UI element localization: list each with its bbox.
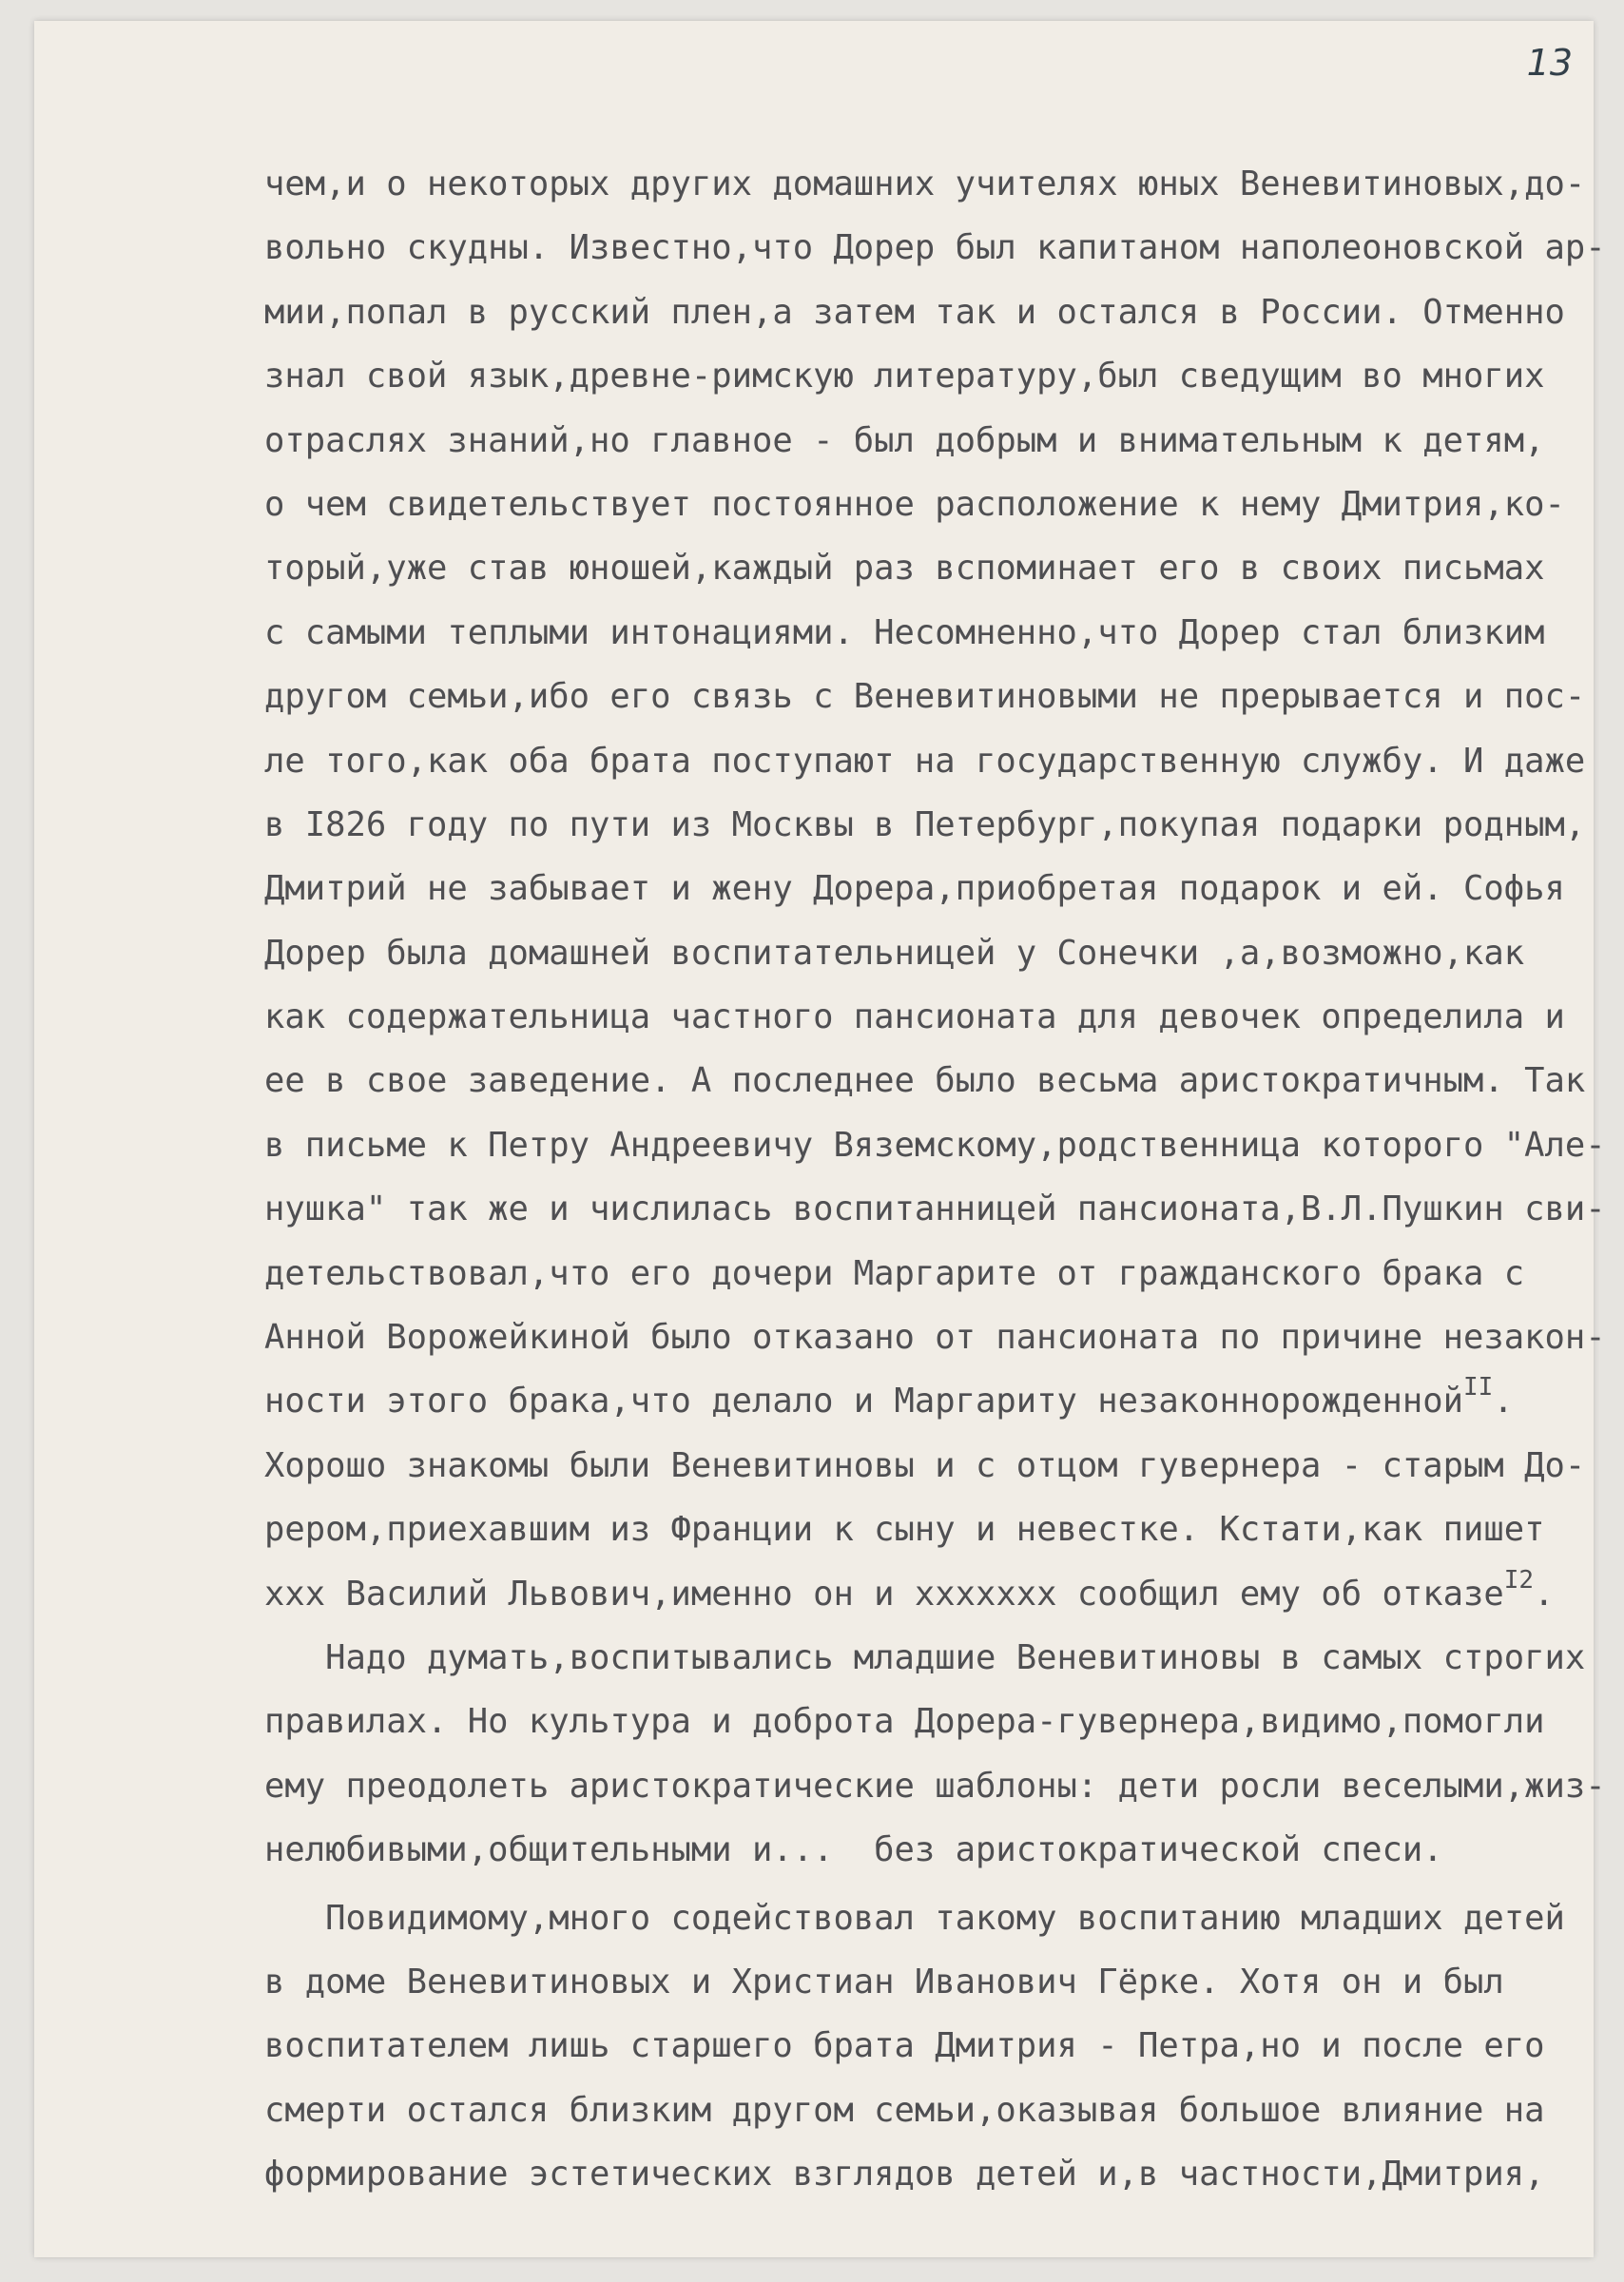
page-number: 13: [1526, 42, 1573, 84]
text-line: мии,попал в русский плен,а затем так и остался в России. Отменно: [264, 292, 1565, 332]
body-text: [264, 152, 1605, 2207]
footnote-marker-12: I2: [1503, 1565, 1535, 1595]
text-line: ле того,как оба брата поступают на государственную службу. И даже: [264, 741, 1586, 781]
text-line: с самыми теплыми интонациями. Несомненно,что Дорер стал близким: [264, 612, 1545, 652]
text-line: ее в свое заведение. А последнее было весьма аристократичным. Так: [264, 1061, 1586, 1101]
text-line: в доме Веневитиновых и Христиан Иванович Гёрке. Хотя он и был: [264, 1962, 1504, 2002]
text-line: чем,и о некоторых других домашних учителях юных Веневитиновых,до-: [264, 164, 1586, 203]
text-line-footnote-12: [264, 1562, 1605, 1626]
text-line: смерти остался близким другом семьи,оказывая большое влияние на: [264, 2090, 1545, 2130]
text-line: Хорошо знакомы были Веневитиновы и с отцом гувернера - старым До-: [264, 1445, 1586, 1485]
paragraph-start-line: Надо думать,воспитывались младшие Веневитиновы в самых строгих: [264, 1637, 1586, 1677]
text-line: Дмитрий не забывает и жену Дорера,приобретая подарок и ей. Софья: [264, 869, 1565, 909]
text-line: Дорер была домашней воспитательницей у Сонечки ,а,возможно,как: [264, 933, 1525, 973]
text-line: вольно скудны. Известно,что Дорер был капитаном наполеоновской ар-: [264, 228, 1606, 268]
text-line: в I826 году по пути из Москвы в Петербург,покупая подарки родным,: [264, 804, 1586, 844]
text-line: о чем свидетельствует постоянное расположение к нему Дмитрия,ко-: [264, 484, 1565, 524]
text-line: правилах. Но культура и доброта Дорера-гувернера,видимо,помогли: [264, 1702, 1545, 1742]
text-line: отраслях знаний,но главное - был добрым и внимательным к детям,: [264, 420, 1545, 460]
text-line: формирование эстетических взглядов детей и,в частности,Дмитрия,: [264, 2155, 1545, 2195]
text-line: детельствовал,что его дочери Маргарите от гражданского брака с: [264, 1253, 1525, 1293]
text-line: рером,приехавшим из Франции к сыну и невестке. Кстати,как пишет: [264, 1510, 1545, 1550]
text-line: другом семьи,ибо его связь с Веневитиновыми не прерывается и пос-: [264, 677, 1586, 717]
line-end: .: [1493, 1382, 1514, 1421]
text-line: Анной Ворожейкиной было отказано от пансионата по причине незакон-: [264, 1318, 1606, 1358]
text-line: воспитателем лишь старшего брата Дмитрия - Петра,но и после его: [264, 2026, 1545, 2066]
text-line: торый,уже став юношей,каждый раз вспоминает его в своих письмах: [264, 549, 1545, 589]
line-end: .: [1534, 1574, 1555, 1614]
text-line: знал свой язык,древне-римскую литературу,был сведущим во многих: [264, 357, 1545, 396]
text-line: нушка" так же и числилась воспитанницей пансионата,В.Л.Пушкин сви-: [264, 1189, 1606, 1229]
document-page: [34, 21, 1606, 2257]
footnote-marker-11: II: [1463, 1373, 1494, 1402]
paragraph-start-line: Повидимому,много содействовал такому воспитанию младших детей: [264, 1898, 1565, 1938]
text-line: ему преодолеть аристократические шаблоны: дети росли веселыми,жиз-: [264, 1766, 1606, 1806]
text-line: как содержательница частного пансионата для девочек определила и: [264, 997, 1565, 1037]
text-line: нелюбивыми,общительными и... без аристократической спеси.: [264, 1830, 1443, 1870]
text-line: в письме к Петру Андреевичу Вяземскому,родственница которого "Але-: [264, 1125, 1606, 1165]
line-text: ности этого брака,что делало и Маргариту незаконнорожденной: [264, 1382, 1463, 1421]
text-line-footnote-11: [264, 1369, 1605, 1433]
line-text: ххх Василий Львович,именно он и ххххххх сообщил ему об отказе: [264, 1574, 1504, 1614]
